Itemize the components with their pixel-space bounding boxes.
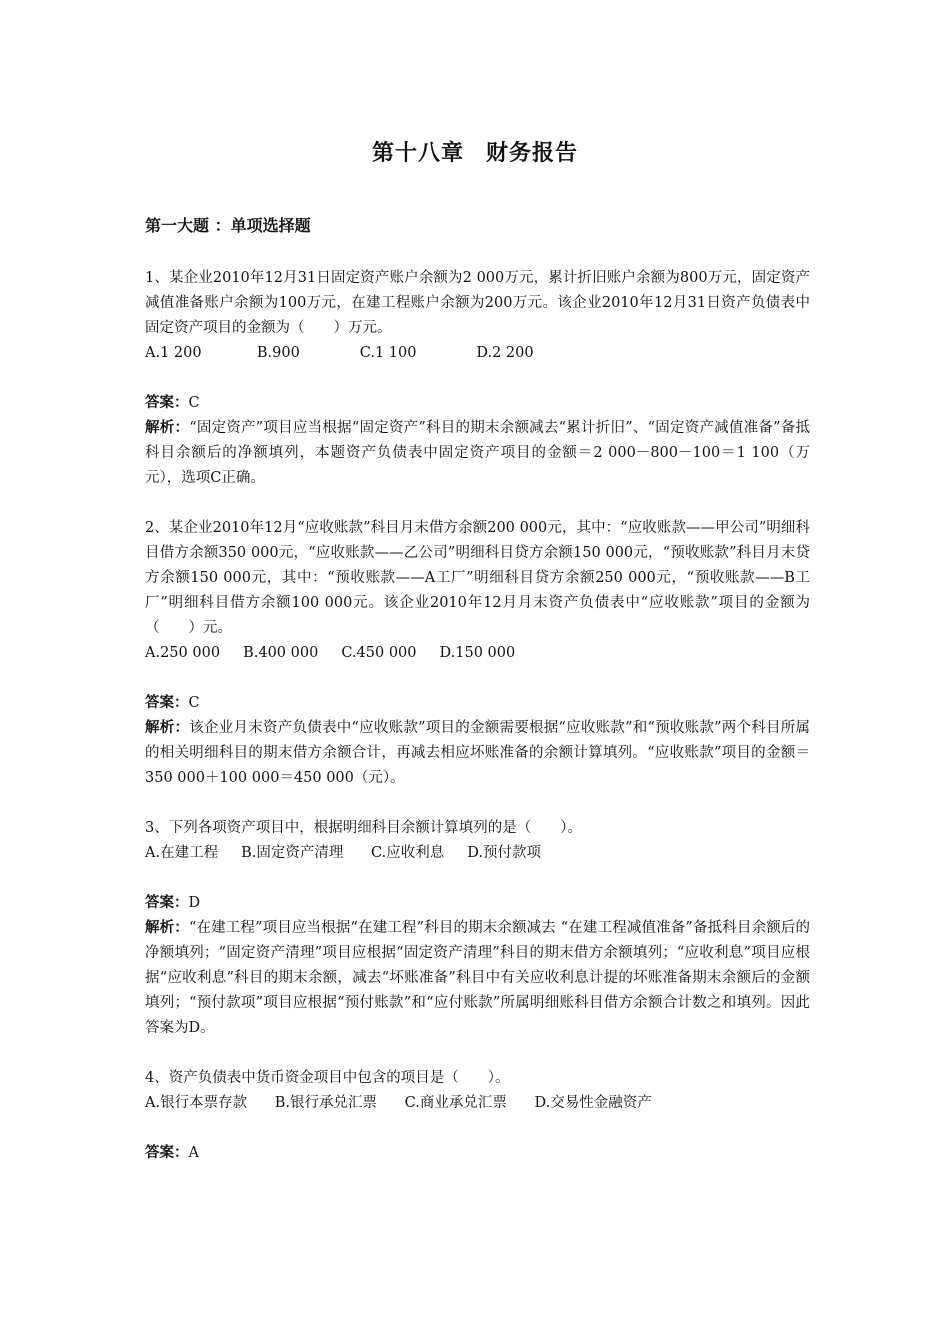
content-body [145, 213, 810, 1166]
answer-value: D [188, 895, 201, 911]
answer-value: C [188, 395, 200, 411]
answer-line [145, 1141, 810, 1166]
answer-line [145, 891, 810, 916]
explanation-label: 解析： [145, 420, 190, 436]
question-block-2 [145, 516, 810, 791]
question-block-3 [145, 816, 810, 1041]
question-text: 1、某企业2010年12月31日固定资产账户余额为2 000万元，累计折旧账户余额为800万元，固定资产减值准备账户余额为100万元，在建工程账户余额为200万元。该企业2010年12月31日资产负债表中固定资产项目的金额为（ ）万元。 [145, 270, 810, 336]
explanation [145, 716, 810, 791]
explanation-label: 解析： [145, 720, 190, 736]
answer-label: 答案： [145, 695, 189, 711]
explanation [145, 416, 810, 491]
answer-label: 答案： [145, 895, 189, 911]
question-options: A.银行本票存款 B.银行承兑汇票 C.商业承兑汇票 D.交易性金融资产 [145, 1095, 652, 1111]
explanation-text: 该企业月末资产负债表中“应收账款”项目的金额需要根据“应收账款”和“预收账款”两个科目所属的相关明细科目的期末借方余额合计，再减去相应坏账准备的余额计算填列。“应收账款”项目的金额＝350 000＋100 000＝450 000（元）。 [145, 720, 811, 786]
section-heading: 第一大题 ：单项选择题 [145, 216, 311, 235]
answer-value: A [188, 1145, 199, 1161]
explanation-text: “固定资产”项目应当根据“固定资产”科目的期末余额减去“累计折旧”、“固定资产减值准备”备抵科目余额后的净额填列，本题资产负债表中固定资产项目的金额＝2 000－800－100＝1 100（万元），选项C正确。 [145, 420, 810, 486]
chapter-name: 财务报告 [486, 141, 579, 166]
question-options: A.250 000 B.400 000 C.450 000 D.150 000 [145, 645, 516, 661]
question-block-1 [145, 266, 810, 491]
answer-line [145, 391, 810, 416]
explanation-label: 解析： [145, 920, 189, 936]
question-options: A.1 200 B.900 C.1 100 D.2 200 [145, 345, 534, 361]
answer-label: 答案： [145, 395, 189, 411]
answer-value: C [188, 695, 200, 711]
answer-line [145, 691, 810, 716]
chapter-title [0, 136, 950, 167]
question-text: 2、某企业2010年12月“应收账款”科目月末借方余额200 000元，其中：“应收账款——甲公司”明细科目借方余额350 000元，“应收账款——乙公司”明细科目贷方余额150 000元，“预收账款”科目月末贷方余额150 000元，其中：“预收账款——A工厂”明细科目贷方余额250 000元，“预收账款——B工厂”明细科目借方余额100 000元。该企业2010年12月月末资产负债表中“应收账款”项目的金额为（ ）元。 [145, 520, 810, 636]
question-text: 4、资产负债表中货币资金项目中包含的项目是（ ）。 [145, 1070, 510, 1086]
question-block-4 [145, 1066, 810, 1166]
question-options: A.在建工程 B.固定资产清理 C.应收利息 D.预付款项 [145, 845, 541, 861]
explanation-text: “在建工程”项目应当根据“在建工程”科目的期末余额减去 “在建工程减值准备”备抵科目余额后的净额填列；“固定资产清理”项目应根据“固定资产清理”科目的期末借方余额填列；“应收利息”项目应根据“应收利息”科目的期末余额，减去“坏账准备”科目中有关应收利息计提的坏账准备期末余额后的金额填列；“预付款项”项目应根据“预付账款”和“应付账款”所属明细账科目借方余额合计数之和填列。因此答案为D。 [145, 920, 810, 1036]
question-text: 3、下列各项资产项目中，根据明细科目余额计算填列的是（ ）。 [145, 820, 582, 836]
explanation [145, 916, 810, 1041]
chapter-number: 第十八章 [371, 141, 464, 166]
answer-label: 答案： [145, 1145, 189, 1161]
